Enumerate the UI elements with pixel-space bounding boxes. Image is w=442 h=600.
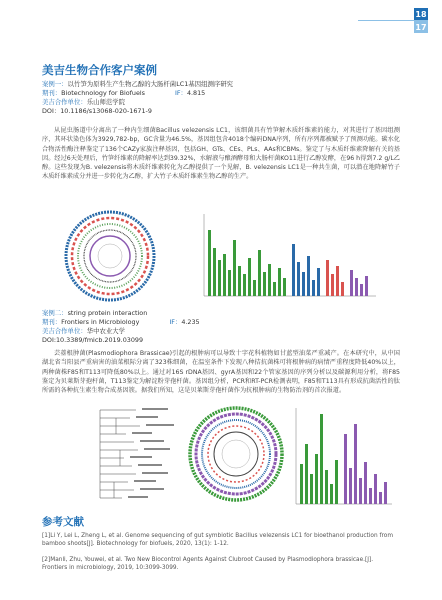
case1-header — [42, 80, 233, 116]
case1-unit-key: 美吉合作单位： — [42, 98, 87, 106]
case2-figure — [96, 400, 396, 510]
case1-figure — [56, 204, 386, 306]
case2-doi: DOI:10.3389/fmicb.2019.03099 — [42, 336, 144, 344]
case1-journal-key: 期刊： — [42, 89, 62, 97]
case1-title: 以竹笋为原料生产生物乙醇的大肠杆菌LC1基因组测序研究 — [67, 80, 234, 88]
case2-abstract: 芸薹根肿菌(Plasmodiophora Brassicae)引起的根肿病可以导致十字花科植物如甘蓝型油菜严重减产。在本研究中，从中国湖北省当阳县严重病害的油菜根际分离了323株细菌，在温室条件下发现八种拮抗菌株可将根肿病的病情严重程度降低40%以上，两种菌株F85和T113可降低80%以上。通过对16S rDNA基因、gyrA基因和22个管家基因的序列分析以及碳源利用分析，将F85鉴定为贝莱斯芽孢杆菌，T113鉴定为解淀粉芽孢杆菌。基因组分析，PCR和RT-PCR检测表明，F85和T113具有形成抗菌活性的肽所需的各种抗生素生物合成基因簇。据我们所知，这是贝莱斯芽孢杆菌作为抗根肿病的生物防治剂的首次报道。 — [42, 350, 400, 395]
case2-title: string protein interaction — [67, 309, 148, 317]
reference-1: [1]Li Y, Lei L, Zheng L, et al. Genome sequencing of gut symbiotic Bacillus velezensis LC1 for bioethanol production from bamboo shoots[J]. Biotechnology for biofuels, 2020, 13(1): 1-12. — [42, 533, 393, 548]
case2-unit-key: 美吉合作单位： — [42, 327, 87, 335]
section-title: 美吉生物合作客户案例 — [42, 63, 157, 77]
case1-journal: Biotechnology for Biofuels — [61, 89, 145, 97]
case1-abstract: 从昆虫肠道中分离出了一种内生细菌Bacillus velezensis LC1，该细菌具有竹笋解木质纤维素的能力，对其进行了基因组测序，其环状染色体为3929,782-bp，GC含量为46.5%，基因组包含4018个编码DNA序列，所有序列都被赋予了预测功能。碳水化合物活性酶注释鉴定了136个CAZy家族注释基因，包括GH、GTs、CEs、PLs、AAs和CBMs。鉴定了与木质纤维素降解有关的基因。经过6天处理后，竹笋纤维素的降解率达到39.32%，水解液与酿酒酵母和大肠杆菌KO11进行乙醇发酵，在96 h得到7.2 g/L乙醇。这些发现为B. velezensis将木质纤维素转化为乙醇提供了一个见解，B. velezensis LC1是一种共生菌，可以潜在地降解竹子木质纤维素成分并进一步转化为乙醇，扩大竹子木质纤维素生物乙醇的生产。 — [42, 127, 400, 181]
page-number-top: 18 — [415, 9, 427, 19]
case2-label: 案例二： — [42, 309, 68, 317]
page-number-bottom: 17 — [415, 22, 427, 32]
case2-if-key: IF： — [169, 318, 182, 326]
case2-unit: 华中农业大学 — [86, 327, 126, 335]
page-number-tab — [414, 8, 428, 38]
case2-if: 4.235 — [181, 318, 200, 326]
case1-if-key: IF： — [174, 89, 187, 97]
case1-doi: DOI：10.1186/s13068-020-1671-9 — [42, 107, 152, 115]
case1-unit: 乐山师范学院 — [86, 98, 126, 106]
references-title: 参考文献 — [42, 516, 84, 528]
case2-journal: Frontiers in Microbiology — [61, 318, 140, 326]
case1-label: 案例一： — [42, 80, 68, 88]
case1-if: 4.815 — [186, 89, 206, 97]
case2-journal-key: 期刊： — [42, 318, 62, 326]
case2-header — [42, 309, 200, 345]
reference-2: [2]Manli, Zhu, Youwei, et al. Two New Biocontrol Agents Against Clubroot Caused by Plasmodiophora brassicae.[J]. Frontiers in microbiology, 2019, 10:3099-3099. — [42, 557, 374, 572]
